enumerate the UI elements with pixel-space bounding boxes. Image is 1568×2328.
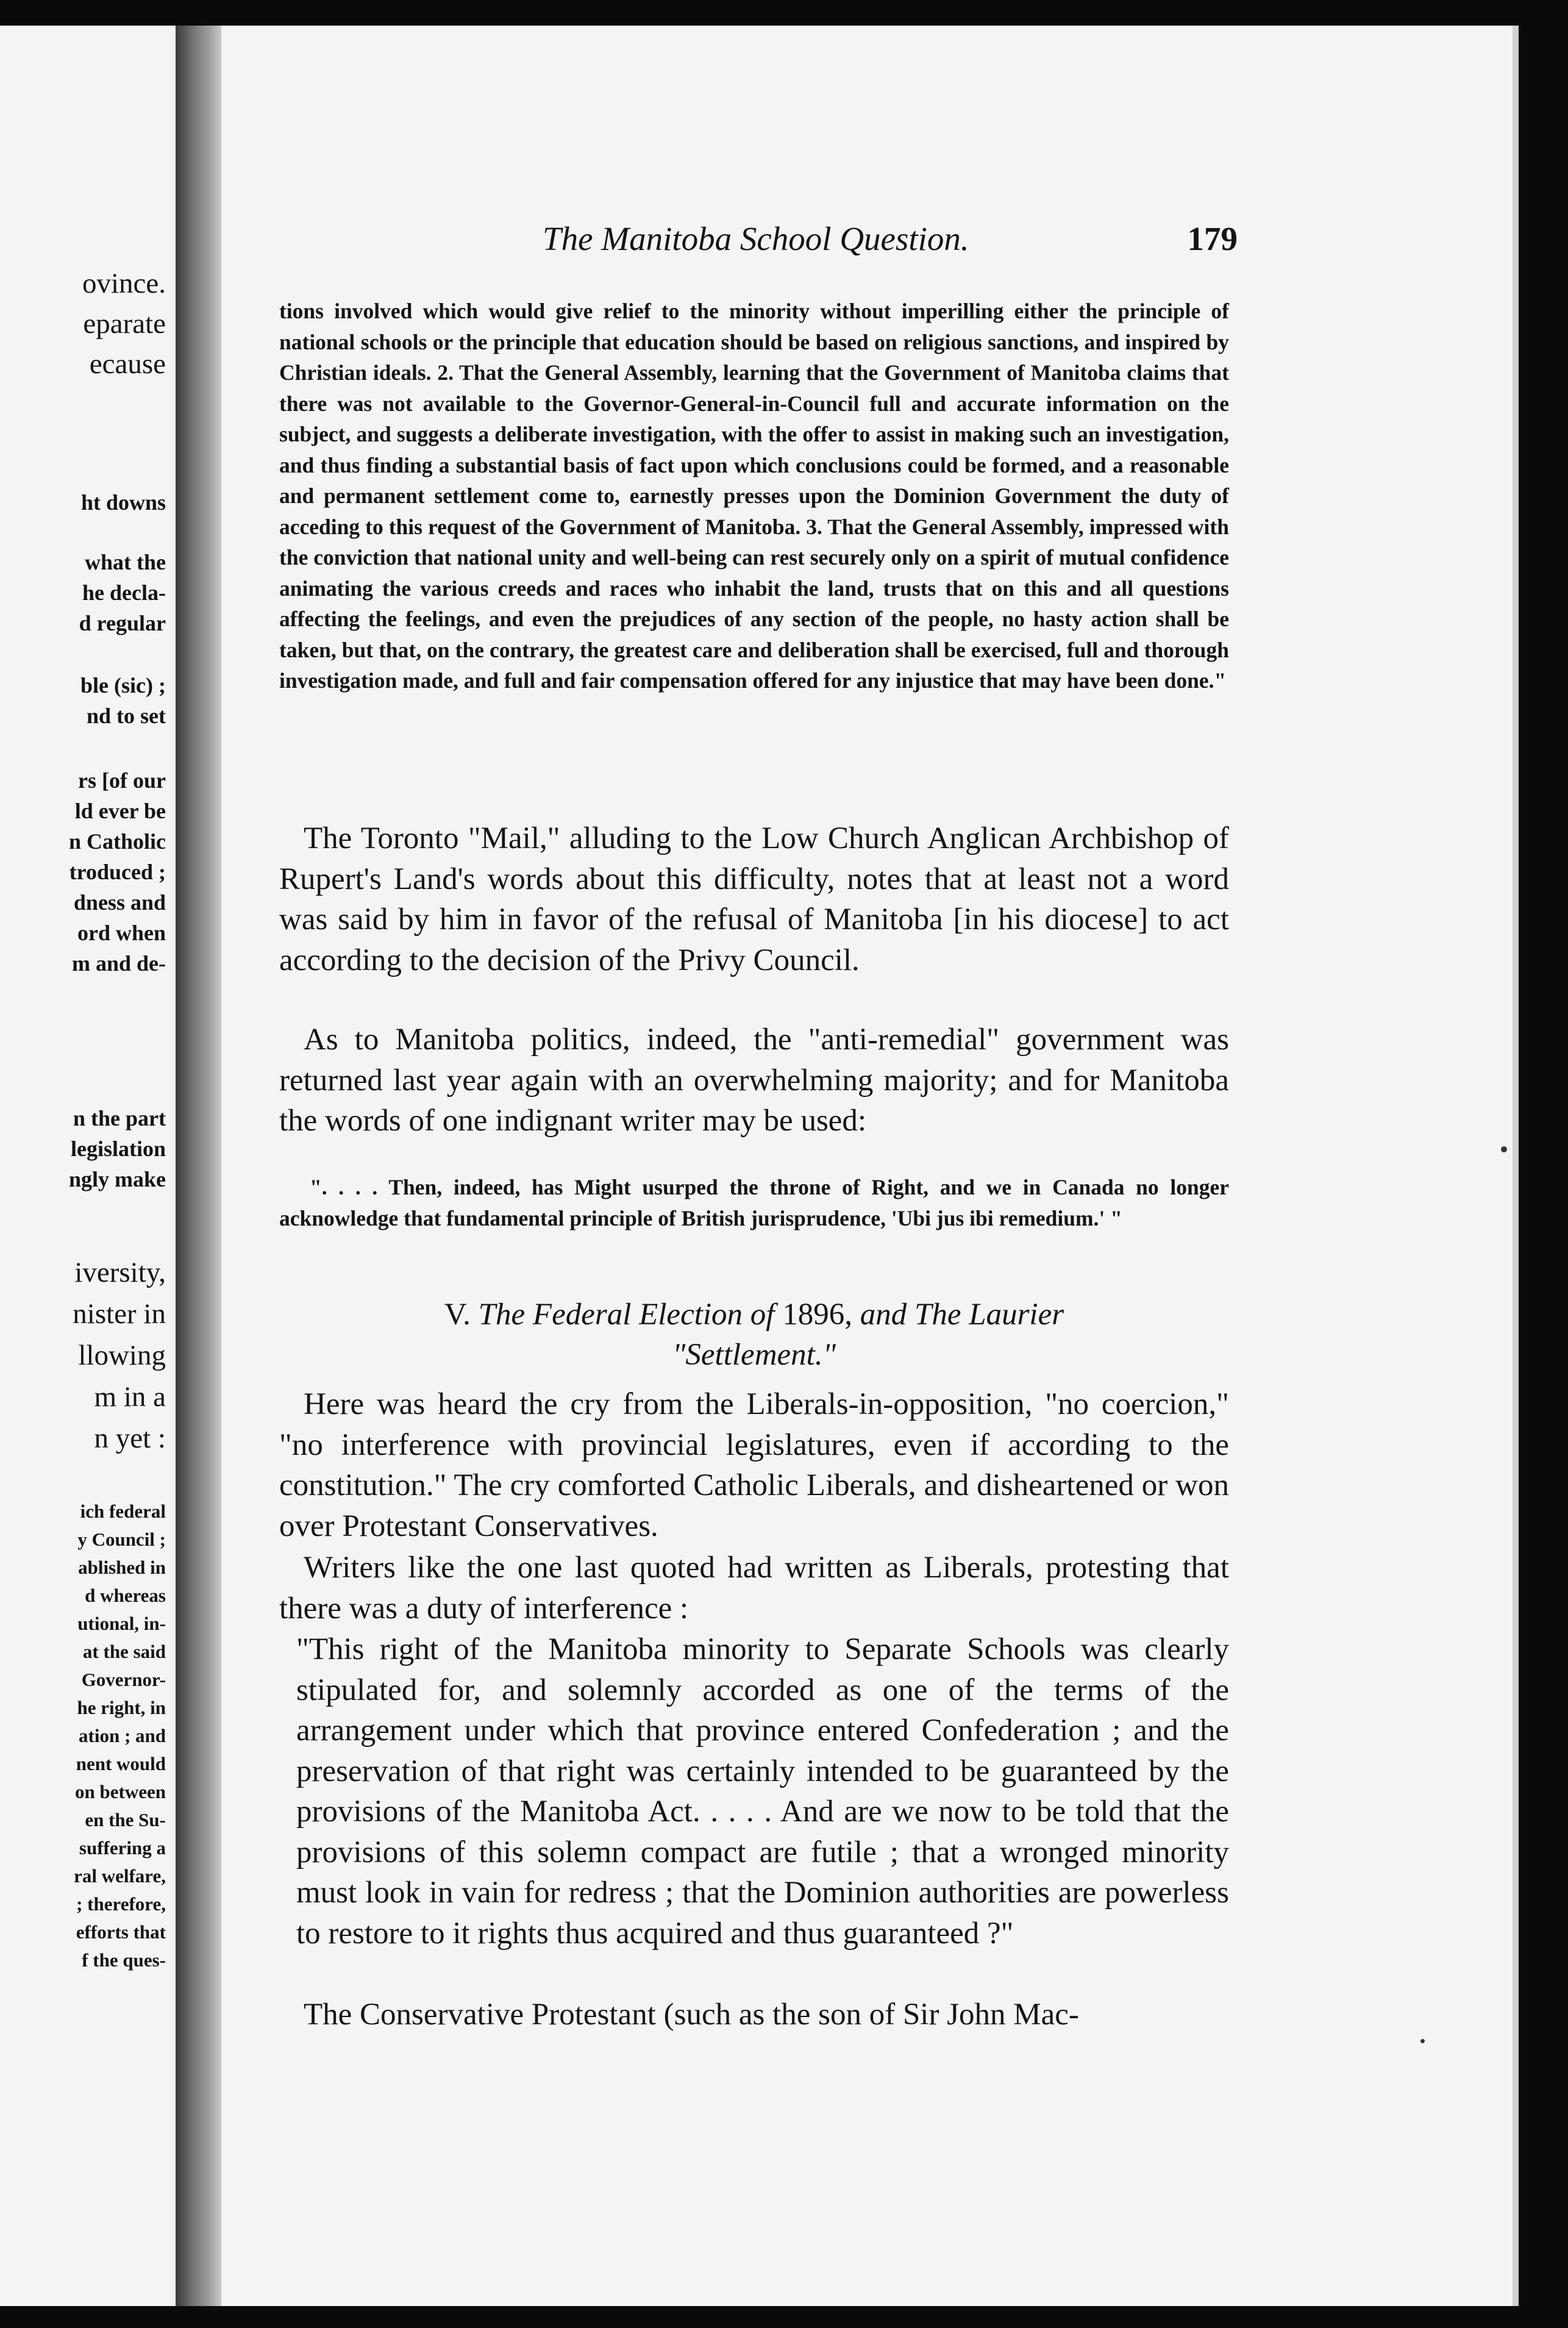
left-page-fragment: ld ever be xyxy=(74,799,166,823)
left-page-fragment: n Catholic xyxy=(68,829,166,854)
left-page-fragment: d whereas xyxy=(85,1585,166,1606)
paragraph-writers xyxy=(279,1548,1229,1629)
left-page-fragment: dness and xyxy=(73,890,166,915)
left-page-fragment: n yet : xyxy=(94,1423,166,1454)
previous-page-fragment xyxy=(0,26,176,2306)
block-quote-indignant-writer xyxy=(279,1172,1229,1234)
section-title-part2: and The Laurier xyxy=(860,1298,1064,1332)
page-number: 179 xyxy=(1187,220,1238,257)
paragraph-text: The Toronto "Mail," alluding to the Low Church Anglican Archbishop of Rupert's Land's words about this difficulty, notes that at least not a word was said by him in favor of the refusal of Manitoba [in his diocese] to act according to the decision of the Privy Council. xyxy=(279,821,1229,977)
paragraph-text: As to Manitoba politics, indeed, the "anti-remedial" government was returned last year again with an overwhelming majority; and for Manitoba the words of one indignant writer may be used: xyxy=(279,1023,1229,1138)
left-page-fragment: ablished in xyxy=(78,1557,166,1578)
left-page-fragment: legislation xyxy=(70,1137,166,1161)
left-page-fragment: ich federal xyxy=(80,1501,166,1522)
left-page-fragment: efforts that xyxy=(76,1921,166,1943)
paragraph-text: The Conservative Protestant (such as the son of Sir John Mac- xyxy=(304,1998,1079,2032)
left-page-fragment: en the Su- xyxy=(85,1809,166,1830)
paragraph-manitoba-politics xyxy=(279,1019,1229,1141)
paragraph-toronto-mail xyxy=(279,818,1229,980)
left-page-fragment: ation ; and xyxy=(79,1725,166,1746)
left-page-fragment: ecause xyxy=(89,348,166,380)
left-page-fragment: Governor- xyxy=(81,1669,166,1690)
left-page-fragment: nd to set xyxy=(86,704,166,728)
paragraph-quoted-minority-rights xyxy=(279,1629,1229,1954)
left-page-fragment: on between xyxy=(75,1781,166,1802)
left-page-fragment: d regular xyxy=(79,611,166,635)
left-page-fragment: ovince. xyxy=(82,268,166,299)
left-page-fragment: n the part xyxy=(73,1106,166,1130)
left-page-fragment: y Council ; xyxy=(77,1529,166,1550)
paragraph-text: Writers like the one last quoted had written as Liberals, protesting that there was a duty of interference : xyxy=(279,1551,1229,1626)
block-quote-text: tions involved which would give relief to the minority without imperilling either the principle of national schools or the principle that education should be based on religious sanctions, and inspired by Christian ideals. 2. That the General Assembly, learning that the Government of Manitoba claims that there was not available to the Governor-General-in-Council full and accurate information on the subject, and suggests a deliberate investigation, with the offer to assist in making such an investigation, and thus finding a substantial basis of fact upon which conclusions could be formed, and a reasonable and permanent settlement come to, earnestly presses upon the Dominion Government the duty of acceding to this request of the Government of Manitoba. 3. That the General Assembly, impressed with the conviction that national unity and well-being can rest securely only on a spirit of mutual confidence animating the various creeds and races who inhabit the land, trusts that on this and all questions affecting the feelings, and even the prejudices of any section of the people, no hasty action shall be taken, but that, on the contrary, the greatest care and deliberation shall be exercised, full and thorough investigation made, and full and fair compensation offered for any injustice that may have been done." xyxy=(279,299,1229,693)
left-page-fragment: ord when xyxy=(77,921,166,945)
left-page-fragment: ht downs xyxy=(80,490,166,515)
running-title: The Manitoba School Question. xyxy=(543,220,969,257)
left-page-fragment: f the ques- xyxy=(82,1949,166,1971)
left-page-fragment: at the said xyxy=(82,1641,166,1662)
paragraph-text: "This right of the Manitoba minority to Separate Schools was clearly stipulated for, and solemnly accorded as one of the terms of the arrangement under which that province entered Confederation ; and the preservation of that right was certainly intended to be guaranteed by the provisions of the Manitoba Act. . . . . And are we now to be told that the provisions of this solemn compact are futile ; that a wronged minority must look in vain for redress ; that the Dominion authorities are powerless to restore to it rights thus acquired and thus guaranteed ?" xyxy=(296,1632,1229,1951)
book-gutter-shadow xyxy=(176,26,221,2306)
left-page-fragment: ral welfare, xyxy=(74,1865,166,1887)
left-page-fragment: ngly make xyxy=(68,1167,166,1191)
left-page-fragment: m and de- xyxy=(71,951,166,976)
left-page-fragment: troduced ; xyxy=(69,860,166,884)
left-page-fragment: suffering a xyxy=(79,1837,166,1858)
print-speck xyxy=(1501,1146,1507,1152)
left-page-fragment: nent would xyxy=(76,1753,166,1774)
left-page-fragment: he right, in xyxy=(77,1697,166,1718)
left-page-fragment: utional, in- xyxy=(77,1613,166,1634)
left-page-fragment: iversity, xyxy=(74,1257,166,1288)
section-title-line2: "Settlement." xyxy=(672,1338,836,1372)
block-quote-resolution xyxy=(279,296,1229,696)
paragraph-conservative-protestant xyxy=(279,1994,1229,2035)
block-quote-text: ". . . . Then, indeed, has Might usurped the throne of Right, and we in Canada no longer acknowledge that fundamental principle of British jurisprudence, 'Ubi jus ibi remedium.' " xyxy=(279,1175,1229,1230)
left-page-fragment: he decla- xyxy=(82,580,166,605)
left-page-fragment: llowing xyxy=(78,1340,166,1371)
section-heading xyxy=(279,1294,1229,1375)
paragraph-no-coercion xyxy=(279,1384,1229,1546)
print-speck xyxy=(1420,2039,1425,2043)
page-edge xyxy=(1513,26,1519,2306)
left-page-fragment: ; therefore, xyxy=(76,1893,166,1915)
left-page-fragment: eparate xyxy=(83,308,166,340)
left-page-fragment: rs [of our xyxy=(78,768,166,793)
left-page-fragment: ble (sic) ; xyxy=(80,673,166,698)
section-numeral: V. xyxy=(444,1298,471,1332)
paragraph-text: Here was heard the cry from the Liberals-in-opposition, "no coercion," "no interference with provincial legislatures, even if according to the constitution." The cry comforted Catholic Liberals, and disheartened or won over Protestant Conservatives. xyxy=(279,1387,1229,1543)
section-year: 1896, xyxy=(782,1298,852,1332)
left-page-fragment: m in a xyxy=(94,1381,166,1413)
left-page-fragment: what the xyxy=(85,550,166,574)
section-title-part1: The Federal Election of xyxy=(478,1298,775,1332)
left-page-fragment: nister in xyxy=(73,1298,166,1330)
